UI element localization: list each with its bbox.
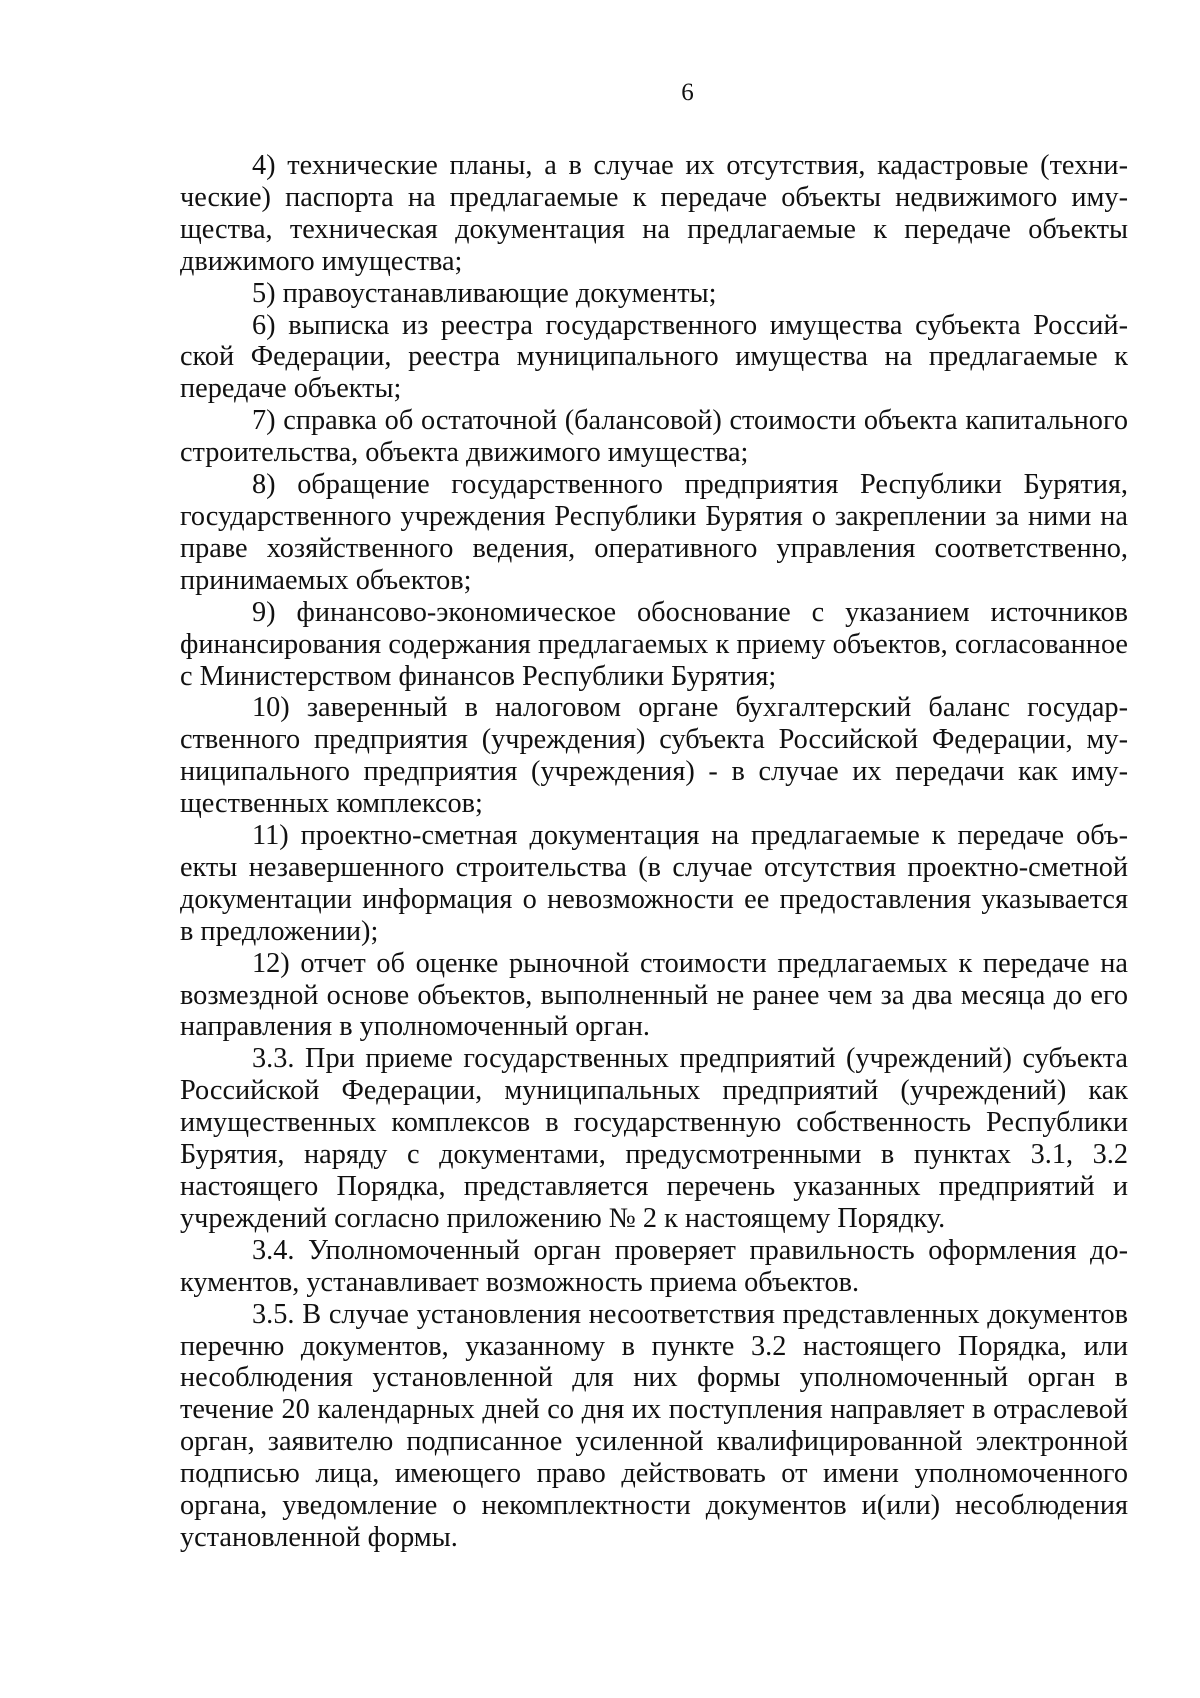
paragraph-section-3-3: 3.3. При приеме государственных предприятий (учреждений) субъекта Российской Федерации, муниципальных предприятий (учреждений) как имущественных комплексов в государственную собственность Республики Бурятия, наряду с документами, предусмотренными в пунктах 3.1, 3.2 настоящего Порядка, представляется перечень указанных предприятий и учреждений согласно приложению № 2 к настоящему Порядку. [180, 1043, 1128, 1234]
page-number: 6 [681, 79, 694, 106]
paragraph-item-7: 7) справка об остаточной (балансовой) стоимости объекта капитального строительства, объекта движимого имущества; [180, 405, 1128, 469]
paragraph-item-4: 4) технические планы, а в случае их отсутствия, кадастровые (технические) паспорта на предлагаемые к передаче объекты недвижимого имущества, техническая документация на предлагаемые к передаче объекты движимого имущества; [180, 150, 1128, 277]
paragraph-section-3-5: 3.5. В случае установления несоответствия представленных документов перечню документов, указанному в пункте 3.2 настоящего Порядка, или несоблюдения установленной для них формы уполномоченный орган в течение 20 календарных дней со дня их поступления направляет в отраслевой орган, заявителю подписанное усиленной квалифицированной электронной подписью лица, имеющего право действовать от имени уполномоченного органа, уведомление о некомплектности документов и(или) несоблюдения установленной формы. [180, 1298, 1128, 1553]
paragraph-item-8: 8) обращение государственного предприятия Республики Бурятия, государственного учреждения Республики Бурятия о закреплении за ними на праве хозяйственного ведения, оперативного управления соответственно, принимаемых объектов; [180, 469, 1128, 596]
paragraph-item-10: 10) заверенный в налоговом органе бухгалтерский баланс государственного предприятия (учреждения) субъекта Российской Федерации, муниципального предприятия (учреждения) - в случае их передачи как имущественных комплексов; [180, 692, 1128, 820]
document-body [180, 150, 1128, 1554]
paragraph-item-5: 5) правоустанавливающие документы; [252, 277, 717, 309]
paragraph-item-12: 12) отчет об оценке рыночной стоимости предлагаемых к передаче на возмездной основе объектов, выполненный не ранее чем за два месяца до его направления в уполномоченный орган. [180, 947, 1128, 1043]
paragraph-item-6: 6) выписка из реестра государственного имущества субъекта Российской Федерации, реестра муниципального имущества на предлагаемые к передаче объекты; [180, 309, 1128, 405]
paragraph-item-11: 11) проектно-сметная документация на предлагаемые к передаче объекты незавершенного строительства (в случае отсутствия проектно-сметной документации информация о невозможности ее предоставления указывается в предложении); [180, 820, 1128, 947]
paragraph-item-9: 9) финансово-экономическое обоснование с указанием источников финансирования содержания предлагаемых к приему объектов, согласованное с Министерством финансов Республики Бурятия; [180, 596, 1128, 692]
paragraph-section-3-4: 3.4. Уполномоченный орган проверяет правильность оформления документов, устанавливает возможность приема объектов. [180, 1234, 1128, 1298]
